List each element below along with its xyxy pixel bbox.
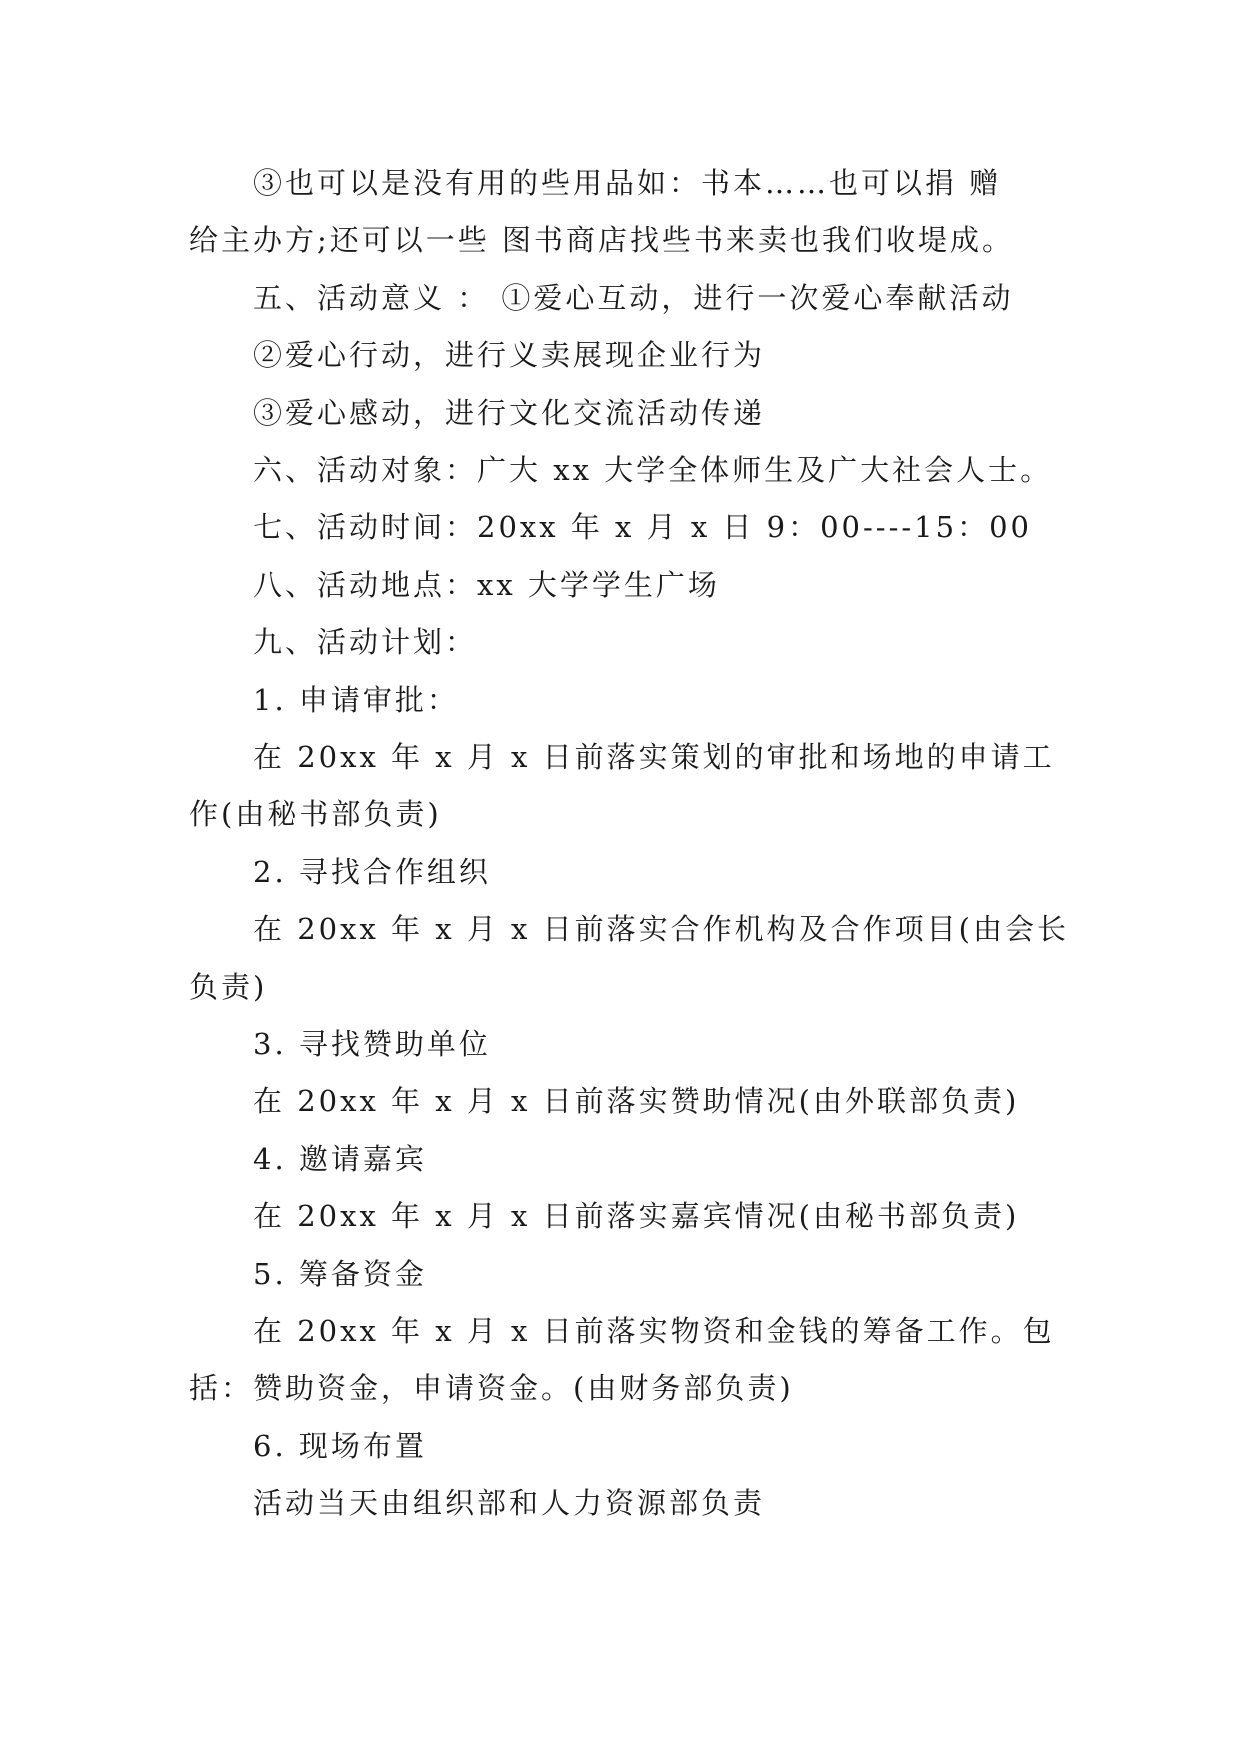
text-line-plan-5-body: 在 20xx 年 x 月 x 日前落实物资和金钱的筹备工作。包 [253, 1314, 1055, 1348]
text-line-donation-items: ③也可以是没有用的些用品如：书本……也可以捐 赠 [253, 166, 1002, 200]
text-line-plan-6-body: 活动当天由组织部和人力资源部负责 [253, 1486, 766, 1520]
text-line-plan-5-heading: 5. 筹备资金 [253, 1257, 427, 1291]
text-line-plan-2-heading: 2. 寻找合作组织 [253, 855, 491, 889]
text-line-plan-6-heading: 6. 现场布置 [253, 1429, 427, 1463]
text-line-audience: 六、活动对象：广大 xx 大学全体师生及广大社会人士。 [253, 453, 1053, 487]
text-line-significance-3: ③爱心感动，进行文化交流活动传递 [253, 396, 766, 430]
text-line-plan-3-heading: 3. 寻找赞助单位 [253, 1027, 491, 1061]
text-line-donation-items-cont: 给主办方;还可以一些 图书商店找些书来卖也我们收堤成。 [189, 223, 1014, 257]
text-line-plan-1-body: 在 20xx 年 x 月 x 日前落实策划的审批和场地的申请工 [253, 740, 1055, 774]
text-line-plan-2-body: 在 20xx 年 x 月 x 日前落实合作机构及合作项目(由会长 [253, 912, 1069, 946]
text-line-plan-4-heading: 4. 邀请嘉宾 [253, 1142, 427, 1176]
text-line-time: 七、活动时间：20xx 年 x 月 x 日 9：00----15：00 [253, 510, 1032, 544]
text-line-plan-5-body-cont: 括：赞助资金，申请资金。(由财务部负责) [189, 1371, 794, 1405]
text-line-plan-4-body: 在 20xx 年 x 月 x 日前落实嘉宾情况(由秘书部负责) [253, 1199, 1020, 1233]
text-line-significance-2: ②爱心行动，进行义卖展现企业行为 [253, 338, 766, 372]
text-line-plan-2-body-cont: 负责) [189, 970, 268, 1004]
text-line-significance: 五、活动意义 ： ①爱心互动，进行一次爱心奉献活动 [253, 281, 1014, 315]
text-line-location: 八、活动地点：xx 大学学生广场 [253, 568, 720, 602]
text-line-plan-1-heading: 1. 申请审批： [253, 683, 459, 717]
text-line-plan-1-body-cont: 作(由秘书部负责) [189, 797, 442, 831]
text-line-plan-heading: 九、活动计划： [253, 625, 478, 659]
text-line-plan-3-body: 在 20xx 年 x 月 x 日前落实赞助情况(由外联部负责) [253, 1084, 1020, 1118]
